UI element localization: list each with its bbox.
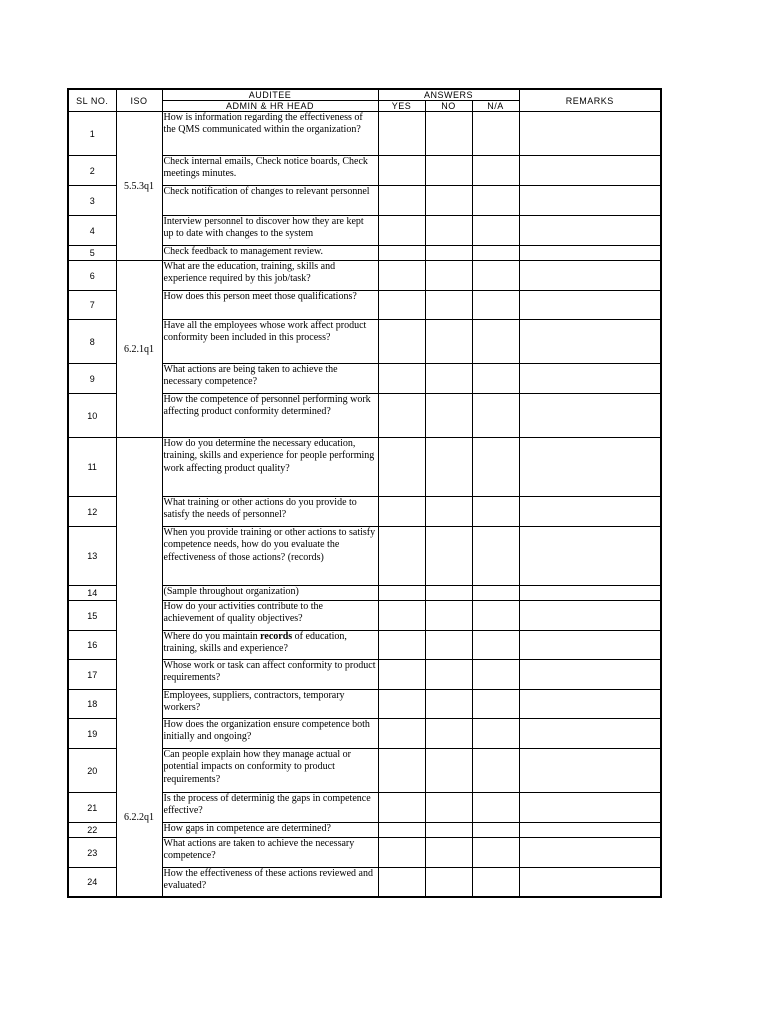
question-cell: Check notification of changes to relevant personnel [162,186,378,216]
answer-yes-cell[interactable] [378,749,425,793]
answer-na-cell[interactable] [472,216,519,246]
question-cell: How the effectiveness of these actions reviewed and evaluated? [162,868,378,897]
answer-na-cell[interactable] [472,586,519,601]
answer-yes-cell[interactable] [378,186,425,216]
answer-yes-cell[interactable] [378,527,425,586]
answer-na-cell[interactable] [472,156,519,186]
answer-na-cell[interactable] [472,793,519,823]
question-cell: Have all the employees whose work affect product conformity been included in this process? [162,320,378,364]
answer-yes-cell[interactable] [378,156,425,186]
sl-no-cell: 24 [68,868,116,897]
answer-na-cell[interactable] [472,631,519,660]
question-cell: How do your activities contribute to the achievement of quality objectives? [162,601,378,631]
remarks-cell[interactable] [519,156,661,186]
remarks-cell[interactable] [519,660,661,690]
remarks-cell[interactable] [519,497,661,527]
answer-na-cell[interactable] [472,823,519,838]
answer-no-cell[interactable] [425,586,472,601]
question-cell: What actions are being taken to achieve the necessary competence? [162,364,378,394]
remarks-cell[interactable] [519,320,661,364]
sl-no-cell: 16 [68,631,116,660]
answer-yes-cell[interactable] [378,660,425,690]
sl-no-cell: 9 [68,364,116,394]
answer-no-cell[interactable] [425,291,472,320]
answer-no-cell[interactable] [425,719,472,749]
answer-na-cell[interactable] [472,838,519,868]
table-row [68,112,661,156]
question-cell: How does this person meet those qualifications? [162,291,378,320]
answer-na-cell[interactable] [472,601,519,631]
answer-yes-cell[interactable] [378,320,425,364]
answer-no-cell[interactable] [425,527,472,586]
answer-no-cell[interactable] [425,156,472,186]
sl-no-cell: 10 [68,394,116,438]
answer-yes-cell[interactable] [378,364,425,394]
answer-no-cell[interactable] [425,394,472,438]
header-answers: ANSWERS [378,89,519,101]
remarks-cell[interactable] [519,291,661,320]
answer-yes-cell[interactable] [378,823,425,838]
iso-clause-cell: 5.5.3q1 [116,112,162,261]
question-cell: Check feedback to management review. [162,246,378,261]
remarks-cell[interactable] [519,186,661,216]
answer-no-cell[interactable] [425,497,472,527]
question-text: of education, training, skills and experience? [163,631,347,655]
answer-na-cell[interactable] [472,497,519,527]
remarks-cell[interactable] [519,364,661,394]
question-cell: Employees, suppliers, contractors, temporary workers? [162,690,378,719]
remarks-cell[interactable] [519,601,661,631]
answer-na-cell[interactable] [472,868,519,897]
checklist-body [68,112,661,897]
audit-checklist-table [67,88,662,898]
remarks-cell[interactable] [519,216,661,246]
question-cell [162,631,378,660]
answer-yes-cell[interactable] [378,291,425,320]
question-cell: Whose work or task can affect conformity to product requirements? [162,660,378,690]
answer-na-cell[interactable] [472,749,519,793]
answer-no-cell[interactable] [425,438,472,497]
question-cell: How do you determine the necessary education, training, skills and experience for people performing work affecting product quality? [162,438,378,497]
answer-na-cell[interactable] [472,291,519,320]
answer-yes-cell[interactable] [378,216,425,246]
question-cell: When you provide training or other actions to satisfy competence needs, how do you evaluate the effectiveness of those actions? (records) [162,527,378,586]
header-yes: YES [378,101,425,112]
answer-no-cell[interactable] [425,868,472,897]
answer-yes-cell[interactable] [378,438,425,497]
sl-no-cell: 15 [68,601,116,631]
answer-no-cell[interactable] [425,631,472,660]
remarks-cell[interactable] [519,246,661,261]
header-auditee: AUDITEE [162,89,378,101]
answer-no-cell[interactable] [425,320,472,364]
answer-yes-cell[interactable] [378,793,425,823]
answer-yes-cell[interactable] [378,690,425,719]
answer-no-cell[interactable] [425,216,472,246]
answer-yes-cell[interactable] [378,112,425,156]
question-cell: Can people explain how they manage actual or potential impacts on conformity to product requirements? [162,749,378,793]
sl-no-cell: 18 [68,690,116,719]
remarks-cell[interactable] [519,527,661,586]
question-cell: Check internal emails, Check notice boards, Check meetings minutes. [162,156,378,186]
answer-no-cell[interactable] [425,246,472,261]
remarks-cell[interactable] [519,394,661,438]
remarks-cell[interactable] [519,438,661,497]
sl-no-cell: 11 [68,438,116,497]
sl-no-cell: 7 [68,291,116,320]
sl-no-cell: 1 [68,112,116,156]
question-cell: Interview personnel to discover how they are kept up to date with changes to the system [162,216,378,246]
iso-clause-cell: 6.2.1q1 [116,261,162,438]
answer-no-cell[interactable] [425,186,472,216]
answer-yes-cell[interactable] [378,719,425,749]
answer-no-cell[interactable] [425,793,472,823]
question-text: Where do you maintain [163,631,261,642]
answer-no-cell[interactable] [425,660,472,690]
answer-na-cell[interactable] [472,261,519,291]
question-cell: How is information regarding the effectiveness of the QMS communicated within the organization? [162,112,378,156]
remarks-cell[interactable] [519,112,661,156]
answer-yes-cell[interactable] [378,246,425,261]
question-cell: How the competence of personnel performing work affecting product conformity determined? [162,394,378,438]
answer-no-cell[interactable] [425,749,472,793]
answer-na-cell[interactable] [472,660,519,690]
sl-no-cell: 19 [68,719,116,749]
sl-no-cell: 4 [68,216,116,246]
answer-no-cell[interactable] [425,112,472,156]
question-cell: What actions are taken to achieve the necessary competence? [162,838,378,868]
answer-na-cell[interactable] [472,112,519,156]
answer-no-cell[interactable] [425,823,472,838]
answer-na-cell[interactable] [472,246,519,261]
sl-no-cell: 17 [68,660,116,690]
remarks-cell[interactable] [519,586,661,601]
answer-na-cell[interactable] [472,364,519,394]
sl-no-cell: 6 [68,261,116,291]
table-row [68,438,661,497]
iso-clause-cell: 6.2.2q1 [116,438,162,897]
remarks-cell[interactable] [519,631,661,660]
remarks-cell[interactable] [519,838,661,868]
answer-no-cell[interactable] [425,261,472,291]
remarks-cell[interactable] [519,690,661,719]
answer-yes-cell[interactable] [378,497,425,527]
remarks-cell[interactable] [519,868,661,897]
remarks-cell[interactable] [519,823,661,838]
sl-no-cell: 2 [68,156,116,186]
question-keyword: records [260,631,293,642]
answer-yes-cell[interactable] [378,586,425,601]
sl-no-cell: 14 [68,586,116,601]
question-cell: Is the process of determinig the gaps in competence effective? [162,793,378,823]
answer-yes-cell[interactable] [378,261,425,291]
header-na: N/A [472,101,519,112]
answer-no-cell[interactable] [425,601,472,631]
answer-na-cell[interactable] [472,719,519,749]
sl-no-cell: 8 [68,320,116,364]
sl-no-cell: 23 [68,838,116,868]
header-remarks: REMARKS [519,89,661,112]
sl-no-cell: 3 [68,186,116,216]
answer-na-cell[interactable] [472,186,519,216]
header-no: NO [425,101,472,112]
header-iso: ISO [116,89,162,112]
answer-yes-cell[interactable] [378,631,425,660]
answer-na-cell[interactable] [472,320,519,364]
answer-na-cell[interactable] [472,690,519,719]
sl-no-cell: 13 [68,527,116,586]
table-row [68,261,661,291]
remarks-cell[interactable] [519,793,661,823]
sl-no-cell: 21 [68,793,116,823]
answer-na-cell[interactable] [472,394,519,438]
answer-no-cell[interactable] [425,364,472,394]
answer-yes-cell[interactable] [378,838,425,868]
answer-no-cell[interactable] [425,690,472,719]
sl-no-cell: 12 [68,497,116,527]
question-cell: How gaps in competence are determined? [162,823,378,838]
question-cell: How does the organization ensure competence both initially and ongoing? [162,719,378,749]
sl-no-cell: 22 [68,823,116,838]
question-cell: (Sample throughout organization) [162,586,378,601]
header-auditee-role: ADMIN & HR HEAD [162,101,378,112]
answer-yes-cell[interactable] [378,394,425,438]
sl-no-cell: 20 [68,749,116,793]
answer-yes-cell[interactable] [378,868,425,897]
question-cell: What are the education, training, skills and experience required by this job/task? [162,261,378,291]
answer-no-cell[interactable] [425,838,472,868]
remarks-cell[interactable] [519,261,661,291]
answer-yes-cell[interactable] [378,601,425,631]
answer-na-cell[interactable] [472,438,519,497]
remarks-cell[interactable] [519,719,661,749]
remarks-cell[interactable] [519,749,661,793]
sl-no-cell: 5 [68,246,116,261]
question-cell: What training or other actions do you provide to satisfy the needs of personnel? [162,497,378,527]
header-sl-no: SL NO. [68,89,116,112]
answer-na-cell[interactable] [472,527,519,586]
